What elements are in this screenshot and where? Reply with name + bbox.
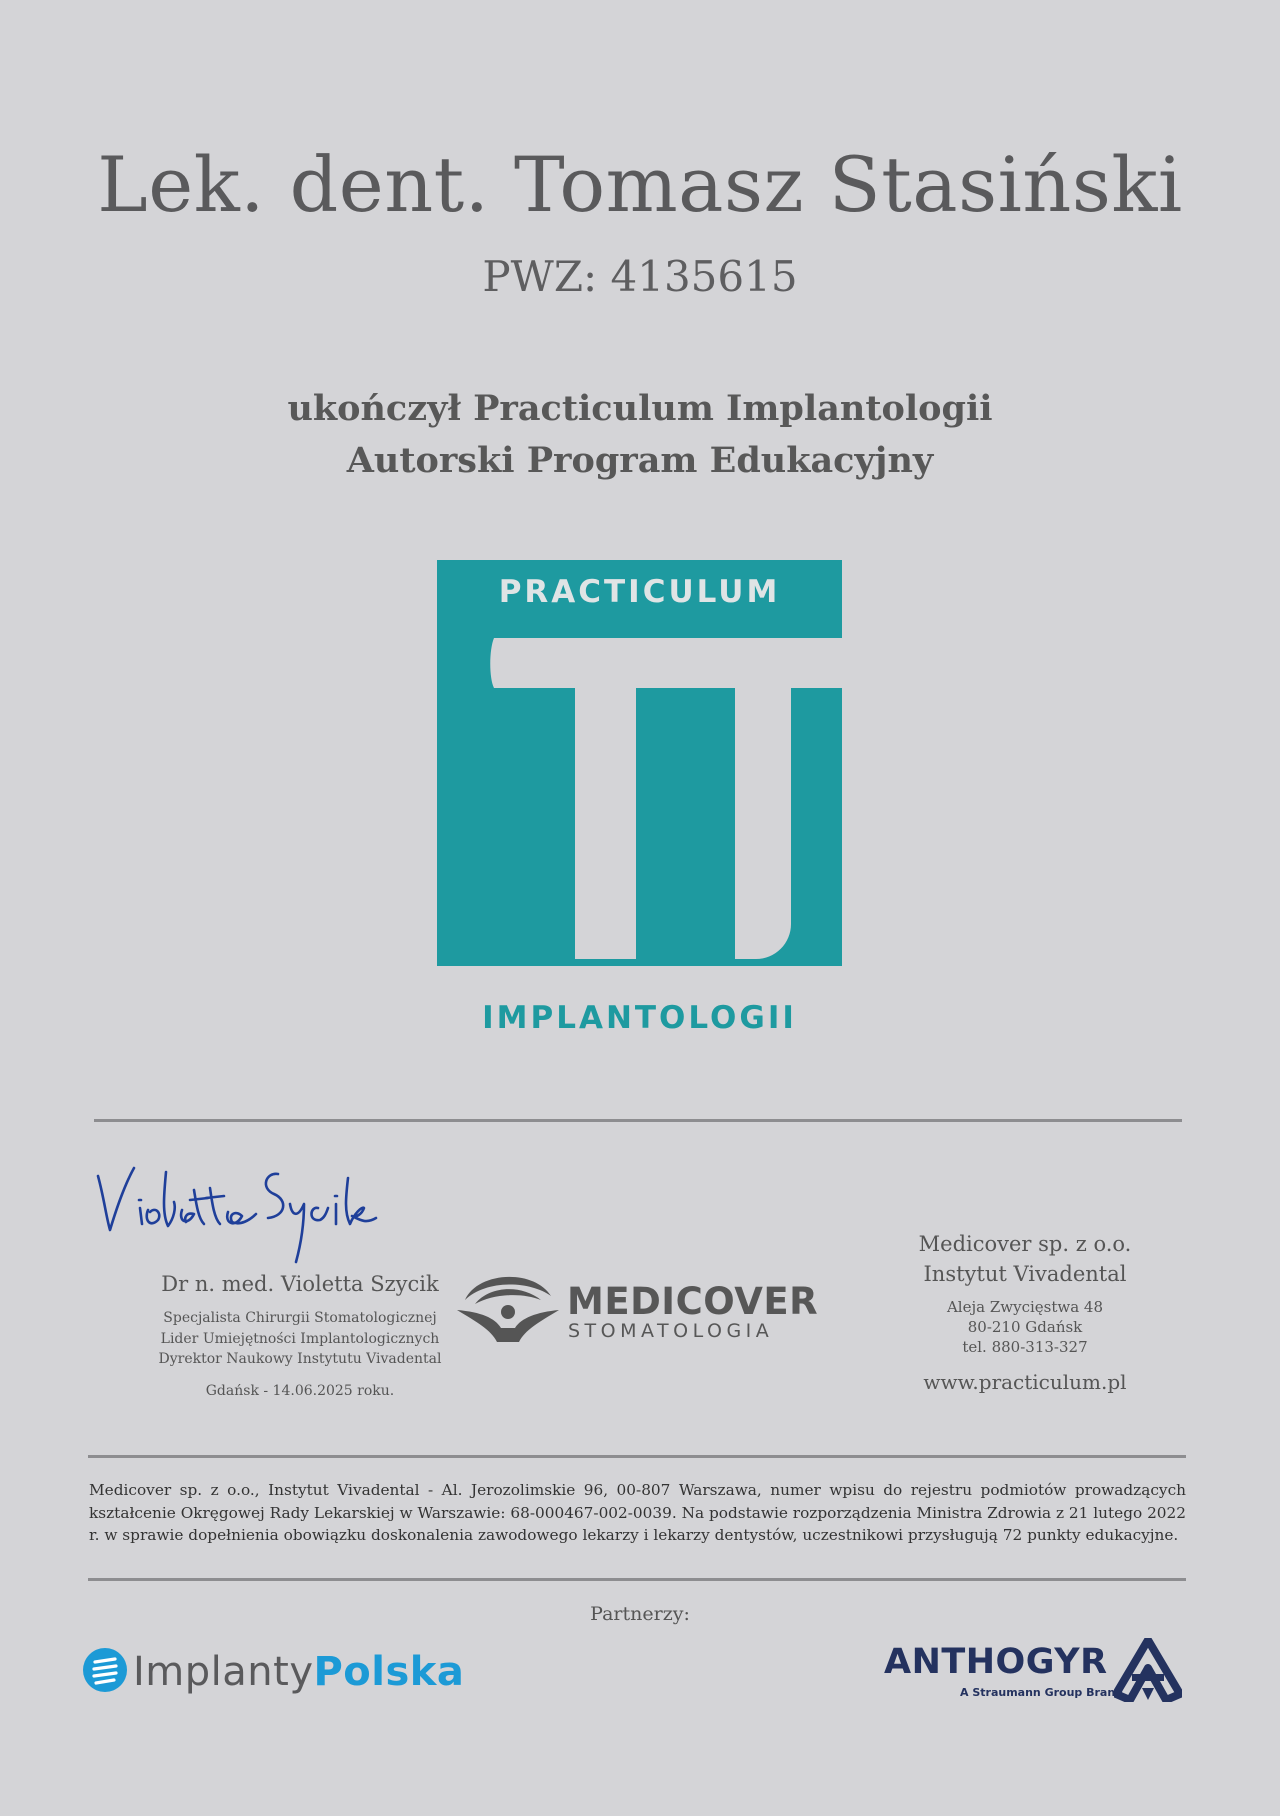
medicover-logo-word: MEDICOVER <box>567 1280 819 1323</box>
practiculum-logo <box>437 560 842 966</box>
signer-role: Dyrektor Naukowy Instytutu Vivadental <box>158 1351 442 1367</box>
polska-logo-part: Polska <box>313 1649 465 1695</box>
institution-address: Aleja Zwycięstwa 48 <box>946 1298 1104 1316</box>
institution-name: Medicover sp. z o.o. <box>918 1232 1132 1256</box>
medicover-logo-icon <box>455 1270 559 1342</box>
divider <box>88 1578 1186 1581</box>
program-name: Autorski Program Edukacyjny <box>346 440 934 481</box>
signer-role: Lider Umiejętności Implantologicznych <box>160 1331 440 1347</box>
divider <box>94 1119 1182 1122</box>
institution-phone: tel. 880-313-327 <box>962 1338 1088 1356</box>
pwz-number: PWZ: 4135615 <box>482 252 798 301</box>
recipient-name: Lek. dent. Tomasz Stasiński <box>97 140 1183 229</box>
anthogyr-logo-icon <box>1114 1638 1182 1702</box>
anthogyr-logo-subtitle: A Straumann Group Brand <box>960 1686 1124 1699</box>
sign-date: Gdańsk - 14.06.2025 roku. <box>205 1383 395 1399</box>
anthogyr-logo-word: ANTHOGYR <box>884 1642 1108 1682</box>
institution-name: Instytut Vivadental <box>923 1262 1127 1286</box>
practiculum-logo-bottom-text: IMPLANTOLOGII <box>482 1000 797 1036</box>
signer-role: Specjalista Chirurgii Stomatologicznej <box>163 1310 437 1326</box>
practiculum-logo-graphic <box>437 560 842 966</box>
medicover-logo-subword: STOMATOLOGIA <box>568 1320 774 1342</box>
legal-notice: Medicover sp. z o.o., Instytut Vivadental - Al. Jerozolimskie 96, 00-807 Warszawa, numer wpisu do rejestru podmiotów prowadzących kształcenie Okręgowej Rady Lekarskiej w Warszawie: 68-000467-002-0039. Na podstawie rozporządzenia Ministra Zdrowia z 21 lutego 2022 r. w sprawie dopełnienia obowiązku doskonalenia zawodowego lekarzy i lekarzy dentystów, uczestnikowi przysługują 72 punkty edukacyjne. <box>89 1481 1186 1544</box>
implanty-polska-logo-icon <box>82 1647 128 1693</box>
institution-website: www.practiculum.pl <box>923 1370 1127 1394</box>
partners-label: Partnerzy: <box>590 1603 690 1625</box>
institution-address: 80-210 Gdańsk <box>967 1318 1083 1336</box>
practiculum-logo-top-text: PRACTICULUM <box>498 574 781 610</box>
signer-name: Dr n. med. Violetta Szycik <box>161 1272 439 1296</box>
implanty-polska-logo-word <box>133 1649 464 1695</box>
implanty-logo-part: Implanty <box>133 1649 314 1695</box>
divider <box>88 1455 1186 1458</box>
completion-statement: ukończył Practiculum Implantologii <box>287 388 993 429</box>
signature-image <box>90 1158 430 1268</box>
